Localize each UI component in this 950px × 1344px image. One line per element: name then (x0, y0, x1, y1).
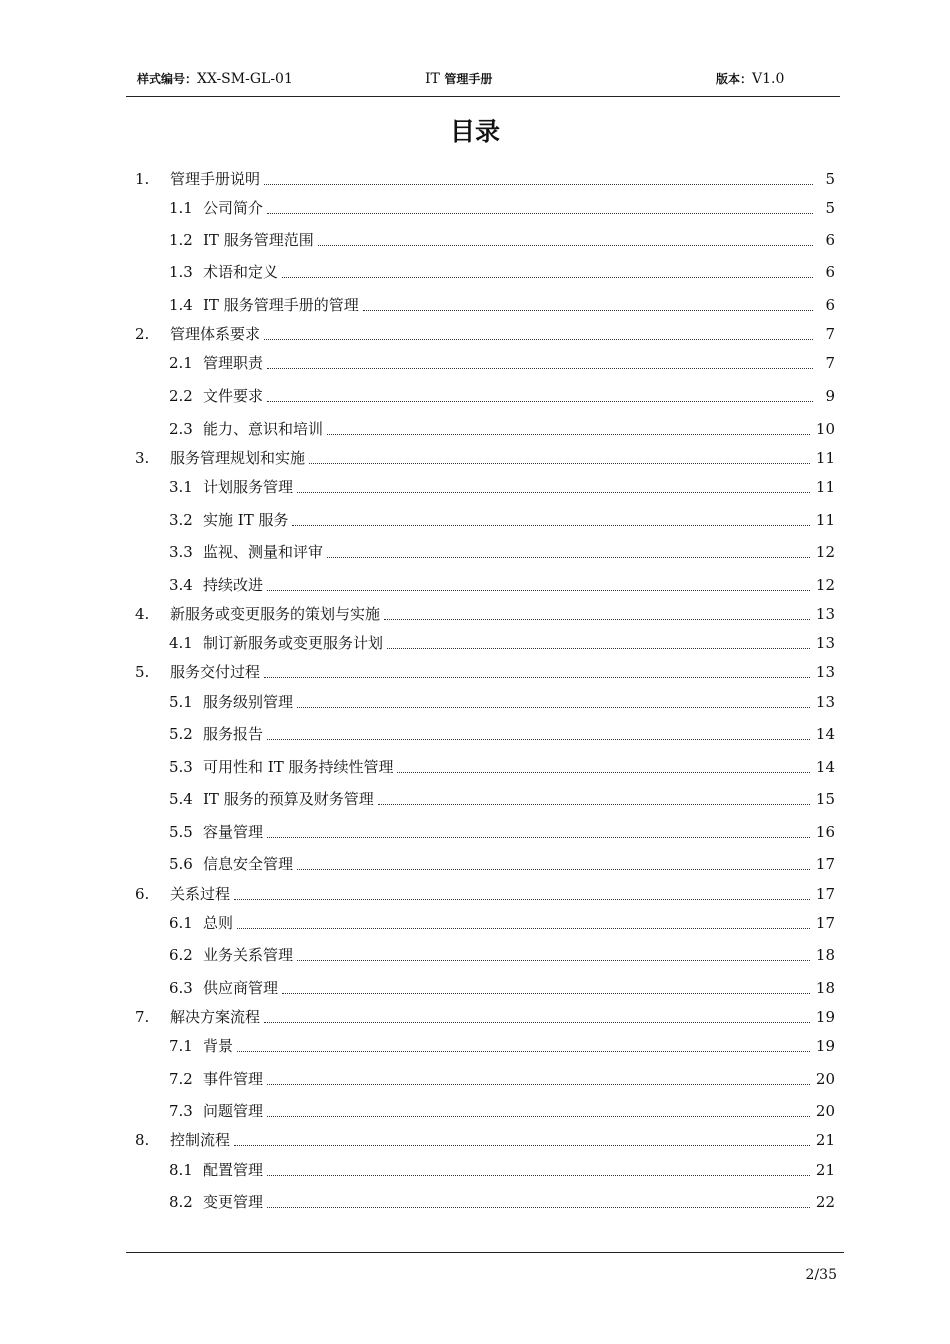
toc-entry-number: 8.1 (169, 1161, 193, 1179)
toc-entry[interactable] (135, 229, 835, 251)
toc-entry-page: 6 (825, 231, 835, 249)
toc-entry-page: 13 (815, 605, 835, 623)
toc-entry[interactable] (135, 1159, 835, 1181)
document-title (425, 70, 492, 87)
toc-entry-title: 管理体系要求 (170, 325, 261, 343)
toc-entry-number: 1.3 (169, 263, 193, 281)
toc-leader-dots (327, 556, 810, 558)
toc-leader-dots (297, 868, 810, 870)
toc-entry-title: 计划服务管理 (203, 478, 294, 496)
document-title-prefix: IT (425, 71, 440, 87)
toc-leader-dots (264, 676, 810, 678)
toc-entry[interactable] (135, 476, 835, 498)
toc-entry-number: 1. (135, 170, 150, 188)
toc-entry-page: 11 (815, 478, 835, 496)
toc-entry[interactable] (135, 1068, 835, 1090)
toc-entry-page: 17 (815, 885, 835, 903)
toc-entry-title: 实施 IT 服务 (203, 511, 289, 529)
toc-leader-dots (327, 433, 810, 435)
toc-entry-number: 4. (135, 605, 150, 623)
toc-entry-number: 6.1 (169, 914, 193, 932)
toc-entry-page: 22 (815, 1193, 835, 1211)
toc-leader-dots (264, 338, 813, 340)
toc-entry-number: 2.2 (169, 387, 193, 405)
version-label: 版本： (716, 72, 753, 86)
toc-entry-number: 5.1 (169, 693, 193, 711)
toc-entry-title: 管理手册说明 (170, 170, 261, 188)
toc-entry-title: IT 服务管理范围 (203, 231, 314, 249)
toc-entry-page: 11 (815, 449, 835, 467)
version (716, 70, 784, 87)
version-value: V1.0 (752, 71, 785, 87)
toc-entry-title: 文件要求 (203, 387, 264, 405)
toc-entry[interactable] (135, 1129, 835, 1151)
toc-entry[interactable] (135, 821, 835, 843)
toc-entry-number: 2.3 (169, 420, 193, 438)
toc-leader-dots (267, 1083, 810, 1085)
toc-leader-dots (384, 618, 810, 620)
toc-entry-number: 5.5 (169, 823, 193, 841)
toc-entry-page: 13 (815, 634, 835, 652)
toc-entry[interactable] (135, 1191, 835, 1213)
toc-entry-page: 6 (825, 296, 835, 314)
toc-entry-number: 1.2 (169, 231, 193, 249)
toc-entry-page: 21 (815, 1161, 835, 1179)
toc-entry-number: 2. (135, 325, 150, 343)
toc-entry-number: 7. (135, 1008, 150, 1026)
toc-entry-title: 管理职责 (203, 354, 264, 372)
toc-entry-page: 12 (815, 576, 835, 594)
toc-entry[interactable] (135, 509, 835, 531)
toc-entry-number: 6.3 (169, 979, 193, 997)
toc-entry-page: 17 (815, 914, 835, 932)
toc-entry[interactable] (135, 261, 835, 283)
toc-entry-number: 3.2 (169, 511, 193, 529)
toc-leader-dots (282, 276, 813, 278)
toc-entry[interactable] (135, 1006, 835, 1028)
toc-leader-dots (234, 898, 810, 900)
header-divider (126, 96, 840, 97)
form-number (137, 70, 293, 87)
toc-entry-page: 19 (815, 1008, 835, 1026)
toc-entry-number: 5.3 (169, 758, 193, 776)
toc-entry-title: 能力、意识和培训 (203, 420, 324, 438)
toc-leader-dots (378, 803, 810, 805)
toc-entry-title: 背景 (203, 1037, 234, 1055)
toc-entry-title: 服务管理规划和实施 (170, 449, 306, 467)
toc-entry[interactable] (135, 756, 835, 778)
toc-entry-title: 持续改进 (203, 576, 264, 594)
toc-entry[interactable] (135, 385, 835, 407)
toc-entry-title: 可用性和 IT 服务持续性管理 (203, 758, 394, 776)
toc-leader-dots (264, 1021, 810, 1023)
toc-entry-title: 控制流程 (170, 1131, 231, 1149)
toc-entry-number: 5.6 (169, 855, 193, 873)
page-number: 2/35 (805, 1267, 837, 1283)
toc-entry[interactable] (135, 632, 835, 654)
toc-entry-title: 业务关系管理 (203, 946, 294, 964)
toc-leader-dots (363, 309, 813, 311)
toc-entry-page: 12 (815, 543, 835, 561)
toc-leader-dots (292, 524, 809, 526)
toc-entry-title: IT 服务管理手册的管理 (203, 296, 359, 314)
form-number-label: 样式编号： (137, 72, 198, 86)
toc-entry[interactable] (135, 323, 835, 345)
toc-entry-page: 13 (815, 693, 835, 711)
toc-entry-page: 5 (825, 199, 835, 217)
toc-leader-dots (234, 1144, 810, 1146)
toc-entry[interactable] (135, 883, 835, 905)
toc-entry[interactable] (135, 1100, 835, 1122)
page-title: 目录 (449, 117, 500, 146)
toc-entry-number: 2.1 (169, 354, 193, 372)
toc-entry[interactable] (135, 603, 835, 625)
toc-entry[interactable] (135, 168, 835, 190)
toc-entry-title: 服务交付过程 (170, 663, 261, 681)
toc-entry[interactable] (135, 853, 835, 875)
toc-leader-dots (237, 927, 810, 929)
toc-entry-page: 18 (815, 946, 835, 964)
toc-entry-title: 信息安全管理 (203, 855, 294, 873)
footer-divider (126, 1252, 844, 1253)
toc-entry-page: 16 (815, 823, 835, 841)
toc-leader-dots (318, 244, 813, 246)
toc-leader-dots (237, 1050, 810, 1052)
toc-entry-number: 4.1 (169, 634, 193, 652)
toc-leader-dots (309, 462, 810, 464)
toc-entry-page: 7 (825, 325, 835, 343)
toc-entry-number: 3.4 (169, 576, 193, 594)
toc-leader-dots (267, 836, 810, 838)
toc-leader-dots (267, 1115, 810, 1117)
toc-leader-dots (297, 491, 810, 493)
toc-leader-dots (267, 1206, 810, 1208)
toc-entry[interactable] (135, 418, 835, 440)
toc-entry-page: 14 (815, 725, 835, 743)
toc-leader-dots (267, 367, 813, 369)
document-title-text: 管理手册 (444, 72, 493, 86)
toc-entry[interactable] (135, 788, 835, 810)
toc-entry[interactable] (135, 1035, 835, 1057)
toc-entry-page: 6 (825, 263, 835, 281)
page-header (137, 70, 840, 92)
toc-entry-number: 3.1 (169, 478, 193, 496)
toc-leader-dots (387, 647, 810, 649)
toc-entry-page: 17 (815, 855, 835, 873)
toc-entry-title: 制订新服务或变更服务计划 (203, 634, 384, 652)
toc-entry-title: 公司简介 (203, 199, 264, 217)
toc-entry-number: 7.3 (169, 1102, 193, 1120)
toc-leader-dots (264, 183, 813, 185)
toc-entry-number: 6.2 (169, 946, 193, 964)
form-number-value: XX-SM-GL-01 (197, 71, 293, 87)
toc-entry-page: 7 (825, 354, 835, 372)
toc-entry[interactable] (135, 944, 835, 966)
toc-entry-number: 5.2 (169, 725, 193, 743)
toc-entry-number: 8. (135, 1131, 150, 1149)
toc-entry-title: 服务报告 (203, 725, 264, 743)
toc-entry-number: 7.1 (169, 1037, 193, 1055)
toc-entry-title: 事件管理 (203, 1070, 264, 1088)
toc-entry-page: 18 (815, 979, 835, 997)
toc-entry[interactable] (135, 197, 835, 219)
toc-entry-title: 容量管理 (203, 823, 264, 841)
toc-leader-dots (267, 738, 810, 740)
toc-entry-page: 21 (815, 1131, 835, 1149)
toc-entry-title: 监视、测量和评审 (203, 543, 324, 561)
toc-entry[interactable] (135, 977, 835, 999)
toc-entry-title: 总则 (203, 914, 234, 932)
toc-entry-title: 问题管理 (203, 1102, 264, 1120)
toc-entry-page: 9 (825, 387, 835, 405)
toc-entry[interactable] (135, 541, 835, 563)
toc-entry-number: 6. (135, 885, 150, 903)
toc-entry[interactable] (135, 574, 835, 596)
toc-entry-page: 20 (815, 1102, 835, 1120)
toc-entry-page: 19 (815, 1037, 835, 1055)
toc-entry-page: 10 (815, 420, 835, 438)
toc-entry-title: 配置管理 (203, 1161, 264, 1179)
toc-leader-dots (267, 400, 813, 402)
toc-entry-number: 3. (135, 449, 150, 467)
toc-leader-dots (267, 1174, 810, 1176)
toc-entry-title: 新服务或变更服务的策划与实施 (170, 605, 381, 623)
toc-entry-title: 变更管理 (203, 1193, 264, 1211)
toc-leader-dots (297, 706, 810, 708)
toc-leader-dots (267, 589, 810, 591)
toc-entry-number: 1.4 (169, 296, 193, 314)
toc-entry-title: 关系过程 (170, 885, 231, 903)
toc-entry-page: 15 (815, 790, 835, 808)
toc-entry-number: 3.3 (169, 543, 193, 561)
toc-entry[interactable] (135, 294, 835, 316)
toc-leader-dots (267, 212, 813, 214)
toc-entry[interactable] (135, 447, 835, 469)
toc-entry-number: 7.2 (169, 1070, 193, 1088)
toc-entry[interactable] (135, 723, 835, 745)
toc-entry[interactable] (135, 912, 835, 934)
toc-entry-title: 供应商管理 (203, 979, 279, 997)
toc-entry-title: 术语和定义 (203, 263, 279, 281)
toc-entry-title: IT 服务的预算及财务管理 (203, 790, 374, 808)
toc-entry-page: 20 (815, 1070, 835, 1088)
toc-entry-page: 14 (815, 758, 835, 776)
toc-entry-page: 5 (825, 170, 835, 188)
toc-entry-title: 解决方案流程 (170, 1008, 261, 1026)
toc-entry-number: 5.4 (169, 790, 193, 808)
toc-entry-page: 13 (815, 663, 835, 681)
toc-entry[interactable] (135, 352, 835, 374)
toc-entry-title: 服务级别管理 (203, 693, 294, 711)
toc-entry[interactable] (135, 691, 835, 713)
toc-entry-number: 8.2 (169, 1193, 193, 1211)
toc-leader-dots (297, 959, 810, 961)
toc-entry-number: 1.1 (169, 199, 193, 217)
toc-leader-dots (282, 992, 810, 994)
toc-entry-number: 5. (135, 663, 150, 681)
toc-leader-dots (397, 771, 809, 773)
toc-entry[interactable] (135, 661, 835, 683)
toc-entry-page: 11 (815, 511, 835, 529)
